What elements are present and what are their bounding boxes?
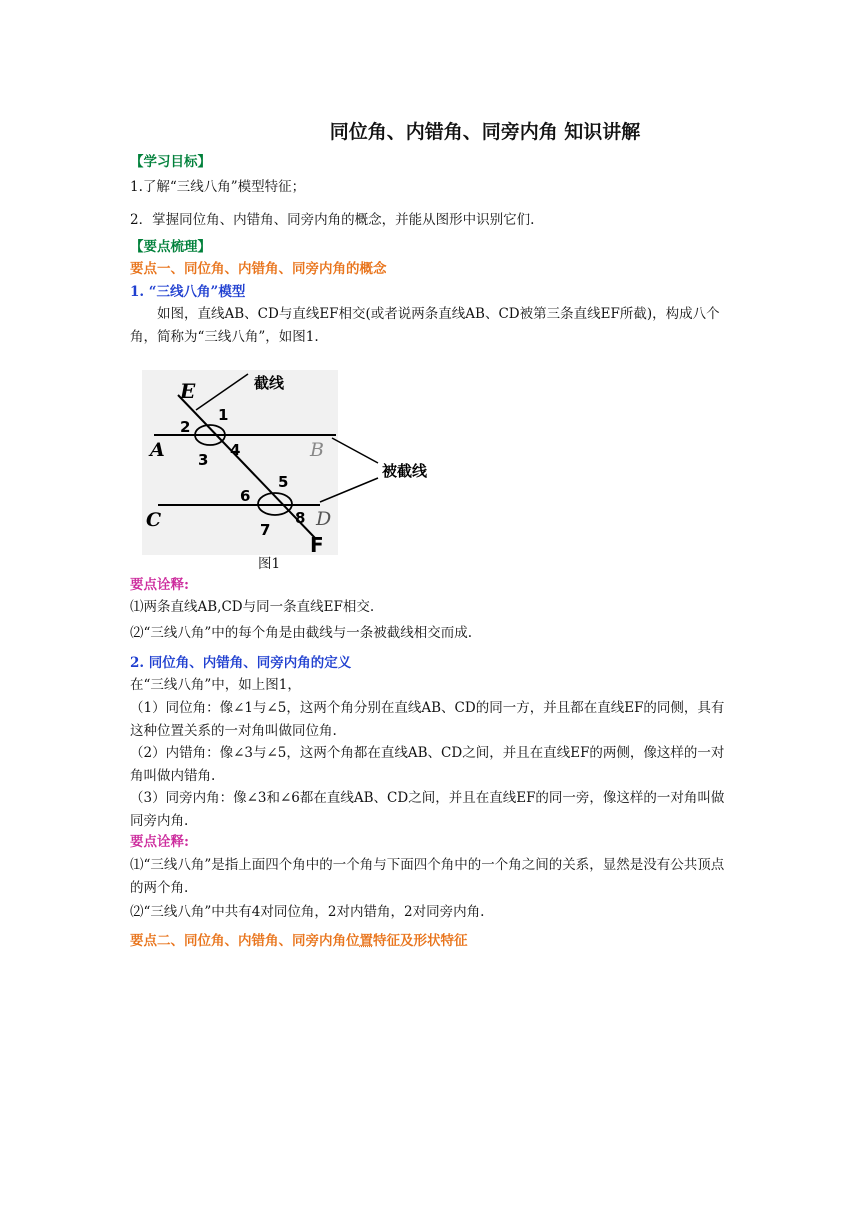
label-C: C: [146, 509, 162, 531]
three-lines-eight-angles-figure: [140, 370, 460, 560]
label-B: B: [310, 439, 324, 461]
note-3: ⑴“三线八角”是指上面四个角中的一个角与下面四个角中的一个角之间的关系，显然是没有公共顶点的两个角.: [130, 857, 725, 896]
note-2: ⑵“三线八角”中的每个角是由截线与一条被截线相交而成.: [130, 625, 473, 641]
label-E: E: [180, 379, 196, 403]
point2-heading-c: 特征及形状特征: [373, 933, 468, 949]
definition-3: （3）同旁内角：像∠3和∠6都在直线AB、CD之间，并且在直线EF的同一旁，像这样的一对角叫做同旁内角.: [130, 790, 725, 829]
label-A: A: [150, 439, 165, 461]
note-heading-2: 要点诠释:: [130, 834, 189, 850]
note-4: ⑵“三线八角”中共有4对同位角，2对内错角，2对同旁内角.: [130, 904, 485, 920]
angle-2: 2: [180, 418, 191, 436]
point1-para1: 如图，直线AB、CD与直线EF相交(或者说两条直线AB、CD被第三条直线EF所截)，构成八个角，简称为“三线八角”，如图1.: [130, 306, 720, 345]
point1-sub2: 2. 同位角、内错角、同旁内角的定义: [130, 655, 352, 671]
label-jiexian: 截线: [254, 374, 285, 392]
note-1: ⑴两条直线AB,CD与同一条直线EF相交.: [130, 599, 375, 615]
definition-intro: 在“三线八角”中，如上图1，: [130, 677, 301, 693]
summary-heading: 【要点梳理】: [130, 239, 211, 255]
goal-item-2: 2．掌握同位角、内错角、同旁内角的概念，并能从图形中识别它们.: [130, 212, 535, 228]
label-D: D: [316, 508, 332, 530]
point2-heading-b: 置: [359, 933, 373, 949]
angle-5: 5: [278, 473, 289, 491]
note-heading-1: 要点诠释:: [130, 577, 189, 593]
figure-caption: 图1: [258, 556, 281, 572]
point2-heading-a: 要点二、同位角、内错角、同旁内角位: [130, 933, 360, 949]
definition-2: （2）内错角：像∠3与∠5，这两个角都在直线AB、CD之间，并且在直线EF的两侧，像这样的一对角叫做内错角.: [130, 745, 725, 784]
goals-heading: 【学习目标】: [130, 154, 211, 170]
angle-3: 3: [198, 451, 209, 469]
angle-1: 1: [218, 406, 229, 424]
point2-heading: [130, 931, 468, 951]
goal-item-1: 1.了解“三线八角”模型特征；: [130, 179, 306, 195]
point1-sub1: 1. “三线八角”模型: [130, 284, 246, 300]
definition-1: （1）同位角：像∠1与∠5，这两个角分别在直线AB、CD的同一方，并且都在直线EF的同侧，具有这种位置关系的一对角叫做同位角.: [130, 700, 725, 739]
page-title: 同位角、内错角、同旁内角 知识讲解: [329, 121, 641, 143]
point1-heading: 要点一、同位角、内错角、同旁内角的概念: [130, 261, 387, 277]
beijiexian-pointer-top: [332, 438, 378, 463]
angle-8: 8: [295, 509, 306, 527]
angle-7: 7: [260, 521, 271, 539]
label-F: F: [310, 533, 324, 557]
label-beijiexian: 被截线: [382, 462, 428, 480]
angle-4: 4: [230, 441, 241, 459]
angle-6: 6: [240, 487, 251, 505]
